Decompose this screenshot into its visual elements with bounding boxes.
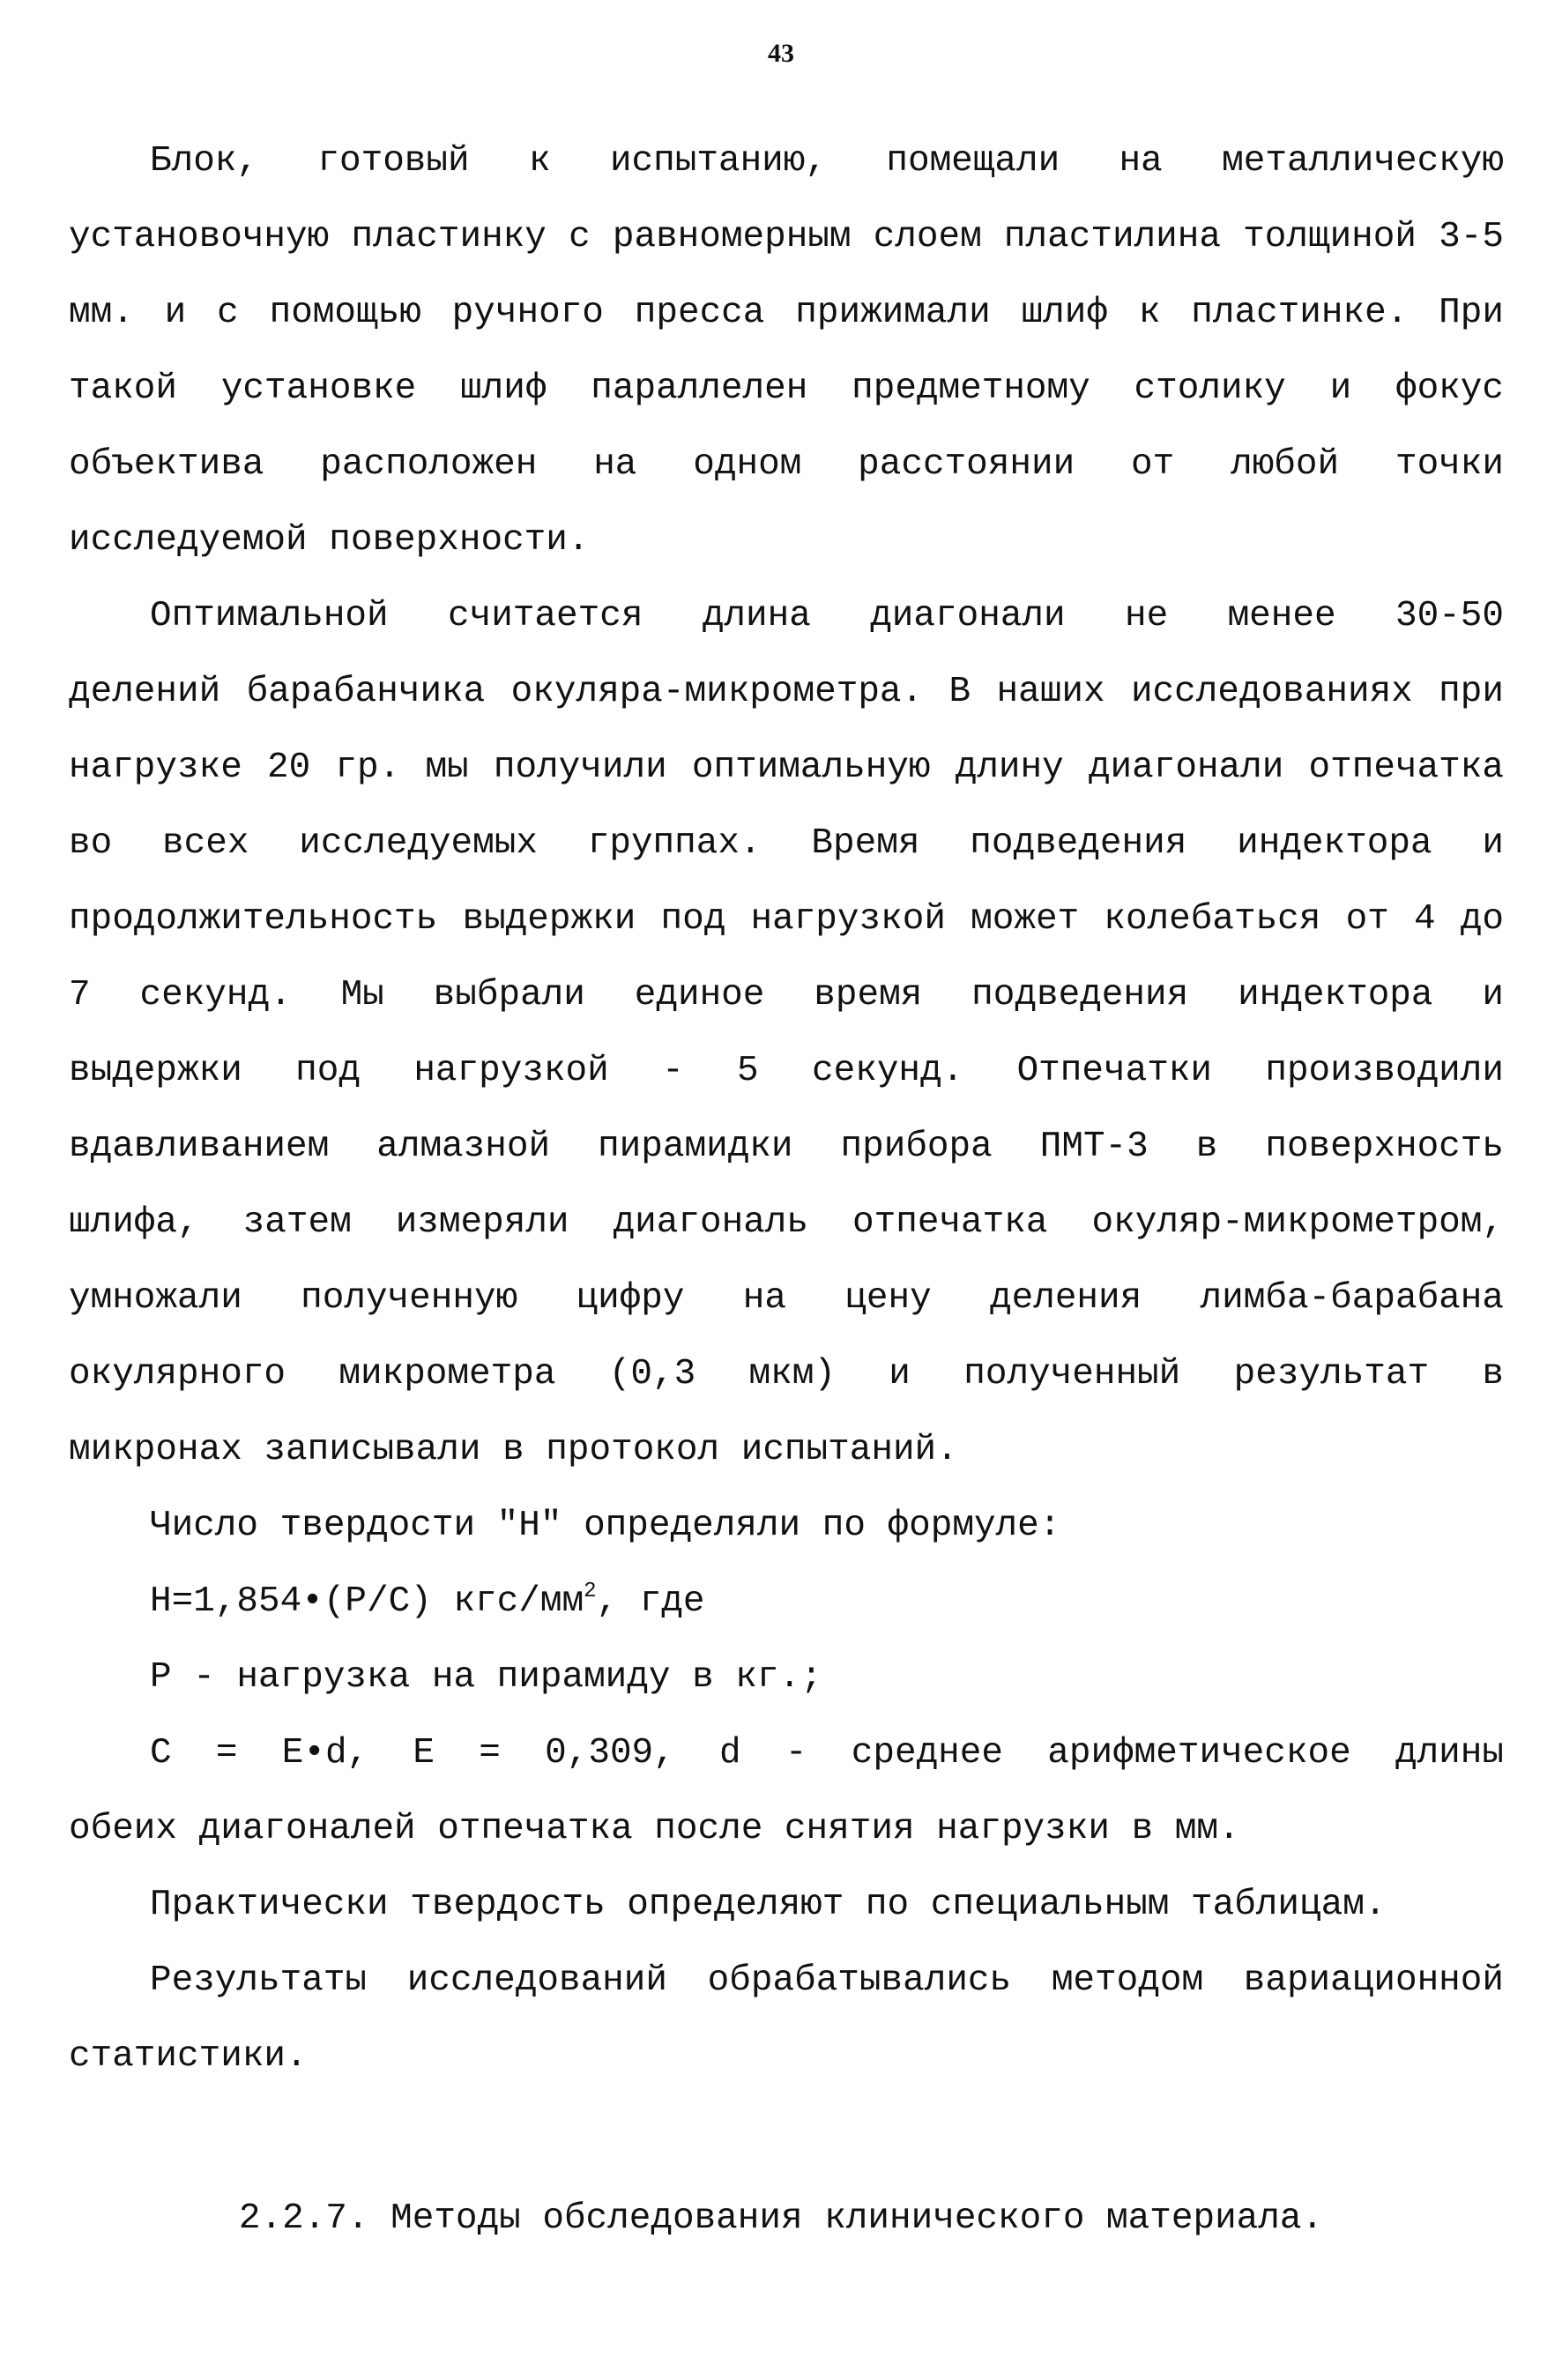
text-line: во всех исследуемых группах. Время подведения индектора и <box>69 823 1504 864</box>
text-line: Блок, готовый к испытанию, помещали на металлическую <box>150 141 1504 182</box>
page-number: 43 <box>768 39 794 68</box>
text-line: продолжительность выдержки под нагрузкой может колебаться от 4 до <box>69 899 1504 940</box>
text-line: объектива расположен на одном расстоянии от любой точки <box>69 444 1504 485</box>
paragraph-block-mount <box>69 123 1504 578</box>
formula-intro: Число твердости "Н" определяли по формуле: <box>150 1506 1061 1546</box>
results-line: статистики. <box>69 2036 308 2077</box>
p-definition: Р - нагрузка на пирамиду в кг.; <box>150 1657 822 1698</box>
practical-note: Практически твердость определяют по специальным таблицам. <box>150 1885 1387 1925</box>
text-line: вдавливанием алмазной пирамидки прибора ПМТ-3 в поверхность <box>69 1127 1504 1167</box>
results-line: Результаты исследований обрабатывались методом вариационной <box>150 1960 1504 2001</box>
text-line: окулярного микрометра (0,3 мкм) и полученный результат в <box>69 1354 1504 1395</box>
text-line: такой установке шлиф параллелен предметному столику и фокус <box>69 368 1504 409</box>
formula-text: Н=1,854•(P/C) кгс/мм <box>150 1581 584 1622</box>
text-line: нагрузке 20 гр. мы получили оптимальную длину диагонали отпечатка <box>69 747 1504 788</box>
text-line: 7 секунд. Мы выбрали единое время подведения индектора и <box>69 975 1504 1015</box>
text-line: умножали полученную цифру на цену деления лимба-барабана <box>69 1278 1504 1319</box>
c-definition-line: обеих диагоналей отпечатка после снятия нагрузки в мм. <box>69 1809 1240 1849</box>
text-line: делений барабанчика окуляра-микрометра. В наших исследованиях при <box>69 672 1504 712</box>
hardness-formula <box>69 1564 1504 1640</box>
formula-tail: , где <box>596 1581 705 1622</box>
formula-superscript: 2 <box>584 1580 597 1603</box>
text-line: мм. и с помощью ручного пресса прижимали шлиф к пластинке. При <box>69 293 1504 333</box>
text-line: выдержки под нагрузкой - 5 секунд. Отпечатки производили <box>69 1051 1504 1091</box>
text-line: установочную пластинку с равномерным слоем пластилина толщиной 3-5 <box>69 217 1504 257</box>
text-line: Оптимальной считается длина диагонали не менее 30-50 <box>150 596 1504 636</box>
paragraph-optimal-diagonal <box>69 578 1504 1488</box>
text-line: шлифа, затем измеряли диагональ отпечатка окуляр-микрометром, <box>69 1202 1504 1243</box>
text-line: исследуемой поверхности. <box>69 520 590 561</box>
hardness-formula-section <box>69 1488 1504 2094</box>
section-heading: 2.2.7. Методы обследования клинического материала. <box>238 2198 1324 2239</box>
c-definition-line: С = Е•d, Е = 0,309, d - среднее арифметическое длины <box>150 1733 1504 1774</box>
text-line: микронах записывали в протокол испытаний. <box>69 1430 958 1470</box>
